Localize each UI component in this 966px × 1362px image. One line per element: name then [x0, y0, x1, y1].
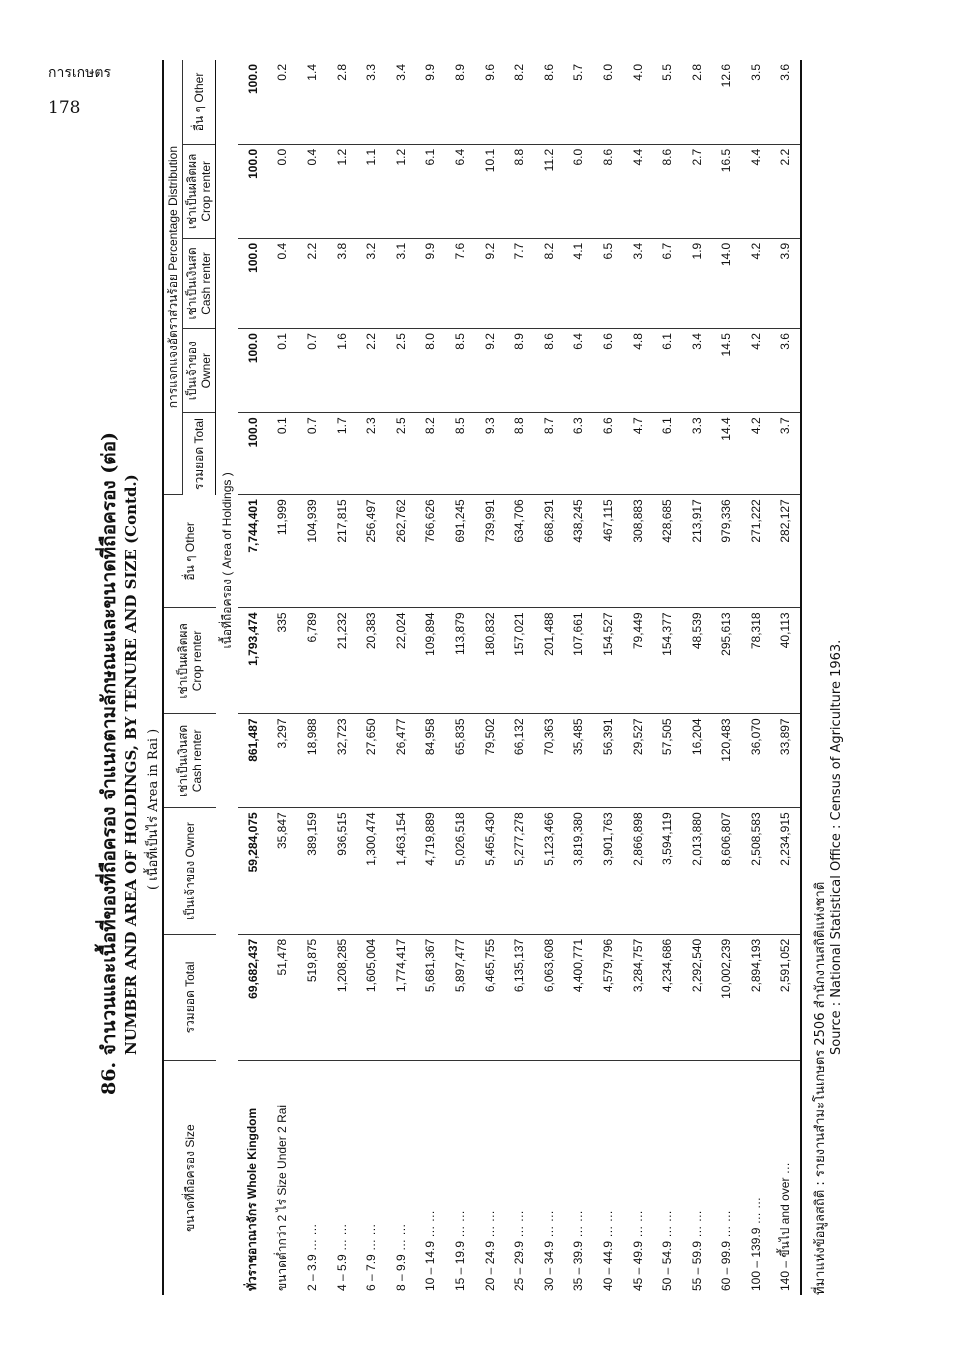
col-header-owner: เป็นเจ้าของ Owner	[163, 808, 216, 934]
cell-p-other: 12.6	[712, 60, 742, 144]
cell-p-crop: 11.2	[534, 144, 564, 238]
cell-size: 50 – 54.9 … …	[660, 1210, 675, 1291]
cell-p-total: 9.3	[475, 413, 505, 495]
cell-owner: 4,719,889	[416, 808, 446, 934]
cell-p-crop: 16.5	[712, 144, 742, 238]
cell-p-total: 2.5	[386, 413, 416, 495]
cell-cash: 120,483	[712, 714, 742, 808]
cell-total: 5,681,367	[416, 934, 446, 1060]
cell-cash: 66,132	[504, 714, 534, 808]
cell-p-cash: 9.9	[416, 238, 446, 328]
cell-p-owner: 0.1	[268, 329, 298, 413]
cell-p-cash: 1.9	[682, 238, 712, 328]
cell-total: 6,135,137	[504, 934, 534, 1060]
cell-size: ขนาดต่ำกว่า 2 ไร่ Size Under 2 Rai	[274, 1104, 289, 1291]
cell-crop: 154,377	[652, 608, 682, 714]
cell-total: 5,897,477	[445, 934, 475, 1060]
cell-total: 69,682,437	[238, 934, 268, 1060]
cell-p-total: 1.7	[327, 413, 357, 495]
cell-p-cash: 3.8	[327, 238, 357, 328]
cell-other: 691,245	[445, 495, 475, 608]
area-of-holdings-label: เนื้อที่ถือครอง ( Area of Holdings )	[219, 472, 234, 649]
table-row	[623, 60, 653, 1295]
cell-total: 4,234,686	[652, 934, 682, 1060]
cell-cash: 57,505	[652, 714, 682, 808]
cell-p-crop: 8.6	[652, 144, 682, 238]
cell-total: 2,894,193	[741, 934, 771, 1060]
cell-total: 3,284,757	[623, 934, 653, 1060]
cell-p-crop: 6.0	[564, 144, 594, 238]
cell-owner: 3,901,763	[593, 808, 623, 934]
cell-total: 1,208,285	[327, 934, 357, 1060]
cell-owner: 3,819,380	[564, 808, 594, 934]
table-row	[475, 60, 505, 1295]
col-header-total: รวมยอด Total	[163, 934, 216, 1060]
cell-p-crop: 4.4	[623, 144, 653, 238]
cell-p-cash: 14.0	[712, 238, 742, 328]
cell-crop: 180,832	[475, 608, 505, 714]
table-unit-note: ( เนื้อที่เป็นไร่ Area in Rai )	[146, 728, 161, 890]
col-header-other: อื่น ๆ Other	[163, 495, 216, 608]
cell-size: 2 – 3.9 … …	[304, 1223, 319, 1291]
table-title-thai: 86. จำนวนและเนื้อที่ของที่ถือครอง จำแนกตามลักษณะและขนาดที่ถือครอง (ต่อ)	[98, 431, 120, 1095]
cell-p-crop: 1.2	[386, 144, 416, 238]
cell-crop: 1,793,474	[238, 608, 268, 714]
cell-cash: 27,650	[356, 714, 386, 808]
cell-p-owner: 1.6	[327, 329, 357, 413]
cell-p-other: 8.6	[534, 60, 564, 144]
cell-p-owner: 4.2	[741, 329, 771, 413]
cell-crop: 154,527	[593, 608, 623, 714]
table-row	[386, 60, 416, 1295]
cell-p-owner: 0.7	[297, 329, 327, 413]
cell-p-crop: 100.0	[238, 144, 268, 238]
cell-owner: 3,594,119	[652, 808, 682, 934]
cell-p-other: 5.5	[652, 60, 682, 144]
cell-owner: 5,026,518	[445, 808, 475, 934]
cell-p-other: 3.4	[386, 60, 416, 144]
cell-other: 7,744,401	[238, 495, 268, 608]
cell-p-crop: 1.2	[327, 144, 357, 238]
cell-p-total: 14.4	[712, 413, 742, 495]
cell-p-crop: 2.2	[771, 144, 802, 238]
cell-p-owner: 4.8	[623, 329, 653, 413]
col-header-pct-cash: เช่าเป็นเงินสด Cash renter	[183, 238, 216, 328]
cell-total: 1,774,417	[386, 934, 416, 1060]
cell-owner: 35,847	[268, 808, 298, 934]
cell-crop: 21,232	[327, 608, 357, 714]
cell-other: 668,291	[534, 495, 564, 608]
cell-p-cash: 100.0	[238, 238, 268, 328]
cell-other: 979,336	[712, 495, 742, 608]
cell-total: 6,063,608	[534, 934, 564, 1060]
cell-p-other: 5.7	[564, 60, 594, 144]
cell-size: 15 – 19.9 … …	[452, 1210, 467, 1291]
table-row	[652, 60, 682, 1295]
cell-other: 282,127	[771, 495, 802, 608]
cell-total: 51,478	[268, 934, 298, 1060]
cell-p-owner: 2.2	[356, 329, 386, 413]
cell-other: 11,999	[268, 495, 298, 608]
cell-owner: 2,508,583	[741, 808, 771, 934]
cell-p-owner: 6.4	[564, 329, 594, 413]
cell-other: 213,917	[682, 495, 712, 608]
cell-p-other: 8.2	[504, 60, 534, 144]
cell-p-total: 4.7	[623, 413, 653, 495]
cell-cash: 65,835	[445, 714, 475, 808]
cell-p-crop: 8.6	[593, 144, 623, 238]
cell-p-cash: 7.6	[445, 238, 475, 328]
cell-total: 6,465,755	[475, 934, 505, 1060]
cell-p-other: 4.0	[623, 60, 653, 144]
table-row	[416, 60, 446, 1295]
cell-p-cash: 4.1	[564, 238, 594, 328]
cell-p-cash: 3.9	[771, 238, 802, 328]
cell-p-cash: 0.4	[268, 238, 298, 328]
cell-p-other: 8.9	[445, 60, 475, 144]
col-header-pct-owner: เป็นเจ้าของ Owner	[183, 329, 216, 413]
cell-p-owner: 6.6	[593, 329, 623, 413]
cell-other: 308,883	[623, 495, 653, 608]
cell-p-cash: 8.2	[534, 238, 564, 328]
table-row	[741, 60, 771, 1295]
cell-size: 25 – 29.9 … …	[512, 1210, 527, 1291]
cell-total: 2,292,540	[682, 934, 712, 1060]
cell-p-crop: 10.1	[475, 144, 505, 238]
cell-other: 217,815	[327, 495, 357, 608]
cell-p-other: 3.6	[771, 60, 802, 144]
cell-p-crop: 4.4	[741, 144, 771, 238]
cell-total: 2,591,052	[771, 934, 802, 1060]
running-header: การเกษตร	[48, 65, 111, 81]
cell-p-total: 3.7	[771, 413, 802, 495]
cell-p-cash: 3.1	[386, 238, 416, 328]
cell-owner: 936,515	[327, 808, 357, 934]
cell-size: 60 – 99.9 … …	[719, 1210, 734, 1291]
cell-p-other: 3.3	[356, 60, 386, 144]
cell-crop: 201,488	[534, 608, 564, 714]
cell-p-total: 0.7	[297, 413, 327, 495]
page-number: 178	[48, 98, 81, 118]
cell-p-crop: 8.8	[504, 144, 534, 238]
cell-total: 1,605,004	[356, 934, 386, 1060]
cell-p-owner: 2.5	[386, 329, 416, 413]
source-thai: ที่มาแห่งข้อมูลสถิติ : รายงานสำมะโนเกษตร 2506 สำนักงานสถิติแห่งชาติ	[813, 881, 828, 1295]
cell-size: ทั่วราชอาณาจักร Whole Kingdom	[245, 1107, 260, 1291]
cell-owner: 1,300,474	[356, 808, 386, 934]
col-header-size: ขนาดที่ถือครอง Size	[182, 1124, 197, 1232]
cell-size: 8 – 9.9 … …	[393, 1223, 408, 1291]
cell-p-crop: 0.0	[268, 144, 298, 238]
rotated-table-page	[94, 55, 854, 1295]
cell-owner: 5,123,466	[534, 808, 564, 934]
cell-p-cash: 3.4	[623, 238, 653, 328]
cell-other: 104,939	[297, 495, 327, 608]
col-header-pct-total: รวมยอด Total	[183, 413, 216, 495]
cell-p-other: 3.5	[741, 60, 771, 144]
cell-p-owner: 9.2	[475, 329, 505, 413]
table-row	[238, 60, 268, 1295]
cell-cash: 29,527	[623, 714, 653, 808]
cell-owner: 5,277,278	[504, 808, 534, 934]
cell-size: 55 – 59.9 … …	[689, 1210, 704, 1291]
cell-p-other: 2.8	[327, 60, 357, 144]
cell-size: 20 – 24.9 … …	[482, 1210, 497, 1291]
cell-size: 45 – 49.9 … …	[630, 1210, 645, 1291]
cell-p-total: 2.3	[356, 413, 386, 495]
table-row	[682, 60, 712, 1295]
cell-size: 4 – 5.9 … …	[334, 1223, 349, 1291]
cell-other: 438,245	[564, 495, 594, 608]
cell-crop: 79,449	[623, 608, 653, 714]
cell-cash: 84,958	[416, 714, 446, 808]
cell-size: 40 – 44.9 … …	[600, 1210, 615, 1291]
cell-p-total: 8.2	[416, 413, 446, 495]
cell-size: 6 – 7.9 … …	[364, 1223, 379, 1291]
cell-p-other: 9.6	[475, 60, 505, 144]
cell-crop: 22,024	[386, 608, 416, 714]
cell-owner: 5,465,430	[475, 808, 505, 934]
table-title-english: NUMBER AND AREA OF HOLDINGS, BY TENURE AND SIZE (Contd.)	[122, 474, 140, 1055]
col-header-pct-other: อื่น ๆ Other	[183, 60, 216, 144]
cell-p-owner: 14.5	[712, 329, 742, 413]
cell-size: 35 – 39.9 … …	[571, 1210, 586, 1291]
cell-cash: 79,502	[475, 714, 505, 808]
cell-p-owner: 8.9	[504, 329, 534, 413]
cell-other: 467,115	[593, 495, 623, 608]
cell-p-crop: 0.4	[297, 144, 327, 238]
cell-crop: 157,021	[504, 608, 534, 714]
cell-p-owner: 8.0	[416, 329, 446, 413]
cell-p-owner: 3.4	[682, 329, 712, 413]
col-header-pct-crop: เช่าเป็นผลิตผล Crop renter	[183, 144, 216, 238]
table-row	[504, 60, 534, 1295]
cell-p-cash: 9.2	[475, 238, 505, 328]
cell-p-other: 6.0	[593, 60, 623, 144]
cell-cash: 861,487	[238, 714, 268, 808]
holdings-table	[162, 60, 802, 1295]
cell-p-other: 100.0	[238, 60, 268, 144]
table-row	[712, 60, 742, 1295]
cell-crop: 6,789	[297, 608, 327, 714]
cell-p-total: 8.5	[445, 413, 475, 495]
cell-owner: 1,463,154	[386, 808, 416, 934]
cell-crop: 40,113	[771, 608, 802, 714]
cell-p-total: 3.3	[682, 413, 712, 495]
table-row	[327, 60, 357, 1295]
cell-p-other: 2.8	[682, 60, 712, 144]
cell-total: 519,875	[297, 934, 327, 1060]
cell-p-cash: 2.2	[297, 238, 327, 328]
cell-p-owner: 8.6	[534, 329, 564, 413]
cell-size: 100 – 139.9 … …	[748, 1196, 763, 1291]
cell-crop: 109,894	[416, 608, 446, 714]
col-header-crop-renter: เช่าเป็นผลิตผล Crop renter	[163, 608, 216, 714]
cell-p-total: 4.2	[741, 413, 771, 495]
cell-size: 30 – 34.9 … …	[541, 1210, 556, 1291]
cell-owner: 389,159	[297, 808, 327, 934]
cell-cash: 26,477	[386, 714, 416, 808]
cell-p-crop: 6.4	[445, 144, 475, 238]
table-row	[534, 60, 564, 1295]
table-row	[593, 60, 623, 1295]
table-row	[356, 60, 386, 1295]
cell-other: 739,991	[475, 495, 505, 608]
cell-owner: 59,284,075	[238, 808, 268, 934]
cell-p-cash: 4.2	[741, 238, 771, 328]
cell-p-owner: 8.5	[445, 329, 475, 413]
table-row	[268, 60, 298, 1295]
cell-size: 140 – ขึ้นไป and over …	[777, 1162, 792, 1291]
table-row	[445, 60, 475, 1295]
cell-p-owner: 100.0	[238, 329, 268, 413]
cell-crop: 20,383	[356, 608, 386, 714]
cell-crop: 78,318	[741, 608, 771, 714]
cell-p-total: 6.3	[564, 413, 594, 495]
cell-p-other: 9.9	[416, 60, 446, 144]
table-row	[564, 60, 594, 1295]
cell-owner: 8,606,807	[712, 808, 742, 934]
cell-cash: 18,988	[297, 714, 327, 808]
cell-other: 262,762	[386, 495, 416, 608]
cell-p-cash: 7.7	[504, 238, 534, 328]
cell-p-owner: 3.6	[771, 329, 802, 413]
table-row	[771, 60, 802, 1295]
cell-p-crop: 1.1	[356, 144, 386, 238]
cell-p-total: 6.1	[652, 413, 682, 495]
cell-p-owner: 6.1	[652, 329, 682, 413]
cell-cash: 35,485	[564, 714, 594, 808]
col-header-cash-renter: เช่าเป็นเงินสด Cash renter	[163, 714, 216, 808]
cell-other: 428,685	[652, 495, 682, 608]
cell-p-other: 1.4	[297, 60, 327, 144]
cell-p-total: 0.1	[268, 413, 298, 495]
cell-cash: 32,723	[327, 714, 357, 808]
cell-p-cash: 6.5	[593, 238, 623, 328]
table-row	[297, 60, 327, 1295]
cell-crop: 48,539	[682, 608, 712, 714]
cell-crop: 107,661	[564, 608, 594, 714]
cell-cash: 33,897	[771, 714, 802, 808]
cell-owner: 2,013,880	[682, 808, 712, 934]
cell-p-crop: 6.1	[416, 144, 446, 238]
cell-owner: 2,234,915	[771, 808, 802, 934]
cell-p-total: 100.0	[238, 413, 268, 495]
cell-owner: 2,866,898	[623, 808, 653, 934]
cell-size: 10 – 14.9 … …	[423, 1210, 438, 1291]
cell-crop: 113,879	[445, 608, 475, 714]
cell-total: 10,002,239	[712, 934, 742, 1060]
cell-other: 256,497	[356, 495, 386, 608]
cell-p-other: 0.2	[268, 60, 298, 144]
cell-p-cash: 3.2	[356, 238, 386, 328]
source-english: Source : National Statistical Office : Census of Agriculture 1963.	[829, 639, 844, 1055]
col-header-percentage-group: การแจกแจงอัตราส่วนร้อย Percentage Distribution	[163, 60, 183, 495]
cell-cash: 16,204	[682, 714, 712, 808]
cell-total: 4,400,771	[564, 934, 594, 1060]
cell-p-total: 6.6	[593, 413, 623, 495]
cell-crop: 335	[268, 608, 298, 714]
cell-total: 4,579,796	[593, 934, 623, 1060]
cell-cash: 36,070	[741, 714, 771, 808]
cell-cash: 56,391	[593, 714, 623, 808]
cell-p-cash: 6.7	[652, 238, 682, 328]
cell-other: 766,626	[416, 495, 446, 608]
cell-p-total: 8.7	[534, 413, 564, 495]
cell-other: 271,222	[741, 495, 771, 608]
cell-cash: 70,363	[534, 714, 564, 808]
cell-other: 634,706	[504, 495, 534, 608]
cell-cash: 3,297	[268, 714, 298, 808]
cell-p-total: 8.8	[504, 413, 534, 495]
cell-p-crop: 2.7	[682, 144, 712, 238]
cell-crop: 295,613	[712, 608, 742, 714]
